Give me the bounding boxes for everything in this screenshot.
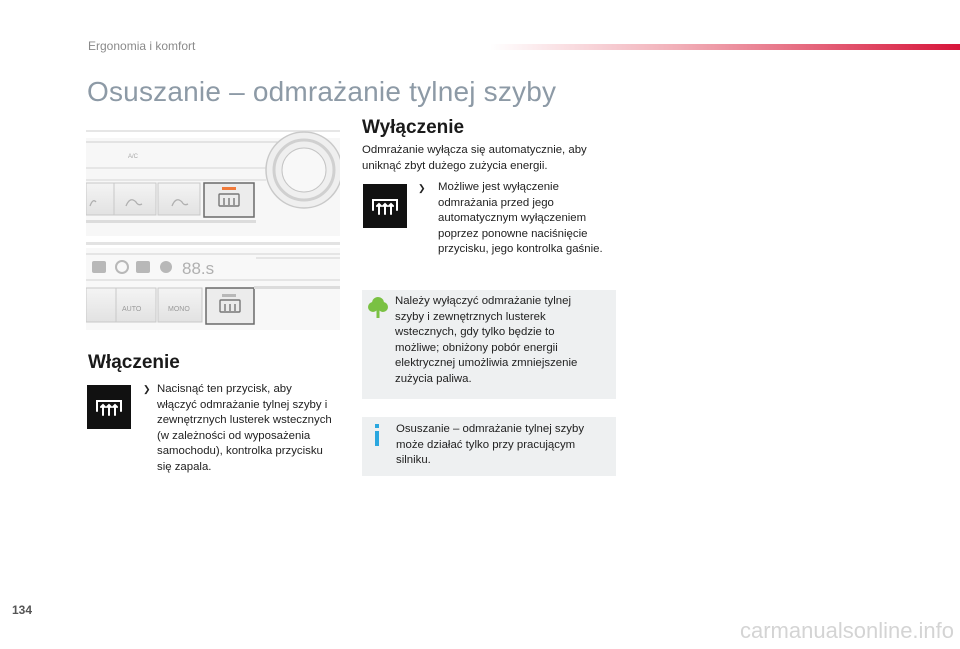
on-section-heading: Włączenie xyxy=(88,352,180,373)
off-section-heading: Wyłączenie xyxy=(362,117,465,138)
rear-defrost-icon xyxy=(363,184,407,228)
control-panel-drawing xyxy=(86,130,340,330)
eco-note-box xyxy=(362,290,616,399)
bullet-marker: ❯ xyxy=(143,384,151,394)
page-number: 134 xyxy=(12,603,33,617)
page-title: Osuszanie – odmrażanie tylnej szyby xyxy=(87,76,557,107)
panel-display-digits: 88.s xyxy=(182,259,215,278)
info-note-box xyxy=(362,417,616,476)
rear-defrost-button-image xyxy=(363,184,407,228)
section-header: Ergonomia i komfort xyxy=(88,39,196,53)
off-section-intro: Odmrażanie wyłącza się automatycznie, aby uniknąć zbyt dużego zużycia energii. xyxy=(362,144,587,172)
panel-ac-label: A/C xyxy=(128,154,139,160)
info-note-text: Osuszanie – odmrażanie tylnej szyby może działać tylko przy pracującym silniku. xyxy=(396,423,585,466)
watermark: carmanualsonline.info xyxy=(740,618,955,643)
info-icon xyxy=(372,424,382,446)
on-section-text: Nacisnąć ten przycisk, aby włączyć odmrażanie tylnej szyby i zewnętrznych lusterek wstecznych (w zależności od wyposażenia samochodu), kontrolka przycisku się zapala. xyxy=(157,383,332,473)
bullet-marker: ❯ xyxy=(418,183,426,193)
off-section-text: Możliwe jest wyłączenie odmrażania przed jego automatycznym wyłączeniem poprzez ponowne naciśnięcie przycisku, jego kontrolka gaśnie. xyxy=(438,181,603,255)
panel-auto-label: AUTO xyxy=(122,306,142,313)
panel-mono-label: MONO xyxy=(168,306,190,313)
header-accent-bar xyxy=(490,44,960,50)
control-panel-illustration xyxy=(86,130,340,330)
rear-defrost-icon xyxy=(87,385,131,429)
eco-note-text: Należy wyłączyć odmrażanie tylnej szyby i zewnętrznych lusterek wstecznych, gdy tylko będzie to możliwe; obniżony pobór energii elektrycznej umożliwia zmniejszenie zużycia paliwa. xyxy=(395,295,578,385)
eco-tree-icon xyxy=(368,296,388,320)
rear-defrost-button-image xyxy=(87,385,131,429)
